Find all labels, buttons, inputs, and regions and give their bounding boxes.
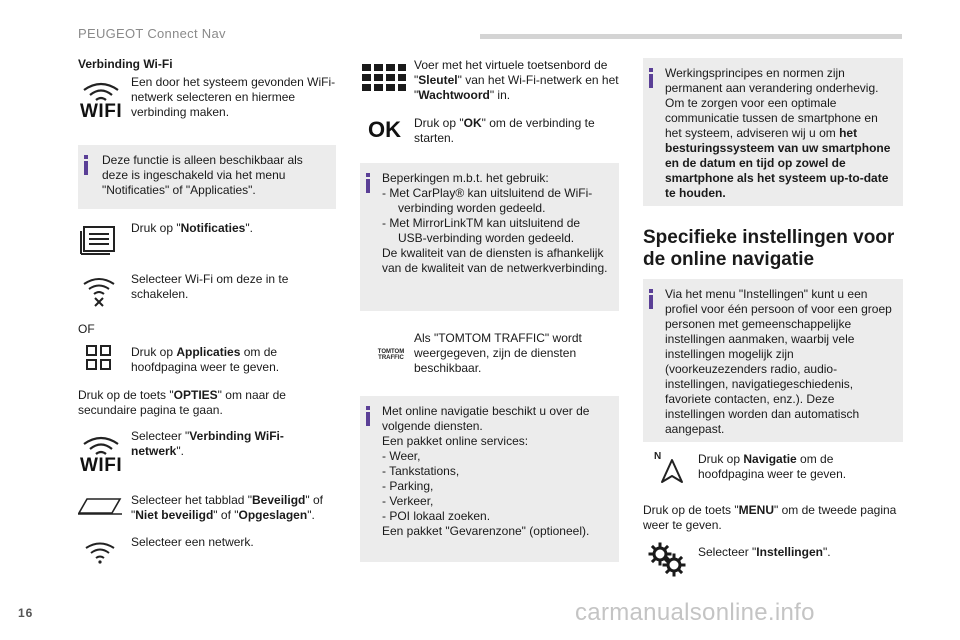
info-icon bbox=[84, 155, 88, 175]
restriction-item: - Met CarPlay® kan uitsluitend de WiFi-verbinding worden gedeeld. bbox=[382, 186, 593, 215]
services-intro: Met online navigatie beschikt u over de volgende diensten. bbox=[382, 404, 590, 433]
restrictions-title: Beperkingen m.b.t. het gebruik: bbox=[382, 171, 549, 185]
info-icon bbox=[366, 406, 370, 426]
notifications-icon bbox=[80, 225, 116, 255]
step-enter-key: Voer met het virtuele toetsenbord de "Sleutel" van het Wi-Fi-netwerk en het "Wachtwoord" in. bbox=[414, 58, 619, 102]
wifi-icon bbox=[80, 80, 122, 122]
step-enable-wifi: Selecteer Wi-Fi om deze in te schakelen. bbox=[131, 272, 289, 301]
wifi-network-label: WIFI bbox=[80, 455, 123, 476]
page-number: 16 bbox=[18, 606, 34, 620]
services-pack-optional: Een pakket "Gevarenzone" (optioneel). bbox=[382, 524, 590, 538]
service-item: - Verkeer, bbox=[382, 494, 434, 508]
wifi-select-icon bbox=[84, 540, 116, 564]
step-press-navigation: Druk op Navigatie om de hoofdpagina weer te geven. bbox=[698, 452, 847, 481]
step-select-wifi: Een door het systeem gevonden WiFi-netwerk selecteren en hiermee verbinding maken. bbox=[131, 75, 336, 119]
settings-icon bbox=[648, 541, 686, 577]
info-icon bbox=[649, 289, 653, 309]
advice-text-bold: het besturingssysteem van uw smartphone en de datum en tijd op zowel de smartphone als het systeem up-to-date te houden. bbox=[665, 126, 891, 200]
info-box-profiles bbox=[643, 279, 903, 442]
step-press-options: Druk op de toets "OPTIES" om naar de secundaire pagina te gaan. bbox=[78, 388, 286, 417]
service-item: - Weer, bbox=[382, 449, 421, 463]
wifi-off-icon bbox=[82, 275, 116, 307]
info-box-update-advice bbox=[643, 58, 903, 206]
wifi-network-icon bbox=[80, 434, 122, 476]
info-icon bbox=[649, 68, 653, 88]
step-select-tab: Selecteer het tabblad "Beveiligd" of "Niet beveiligd" of "Opgeslagen". bbox=[131, 493, 323, 522]
watermark: carmanualsonline.info bbox=[575, 599, 815, 626]
info-icon bbox=[366, 173, 370, 193]
or-label: OF bbox=[78, 322, 95, 336]
step-press-notifications: Druk op "Notificaties". bbox=[131, 221, 253, 235]
info-box-restrictions bbox=[360, 163, 619, 311]
applications-icon bbox=[86, 345, 112, 371]
restrictions-footer: De kwaliteit van de diensten is afhankelijk van de kwaliteit van de netwerkverbinding. bbox=[382, 246, 608, 275]
advice-text: Werkingsprincipes en normen zijn permanent aan verandering onderhevig. Om te zorgen voor een optimale communicatie tussen de smartphone en het systeem, adviseren wij u om bbox=[665, 66, 879, 140]
step-tomtom-traffic: Als "TOMTOM TRAFFIC" wordt weergegeven, zijn de diensten beschikbaar. bbox=[414, 331, 582, 375]
header-rule bbox=[480, 34, 902, 39]
step-press-menu: Druk op de toets "MENU" om de tweede pagina weer te geven. bbox=[643, 503, 897, 532]
info-box-availability bbox=[78, 145, 336, 209]
restriction-item: - Met MirrorLinkTM kan uitsluitend de USB-verbinding worden gedeeld. bbox=[382, 216, 581, 245]
services-pack: Een pakket online services: bbox=[382, 434, 529, 448]
section-heading-online-navigation: Specifieke instellingen voor de online navigatie bbox=[643, 227, 895, 270]
info-text: Deze functie is alleen beschikbaar als deze is ingeschakeld via het menu "Notificaties" of "Applicaties". bbox=[102, 153, 303, 197]
service-item: - POI lokaal zoeken. bbox=[382, 509, 491, 523]
tab-icon bbox=[78, 497, 122, 515]
wifi-label: WIFI bbox=[80, 101, 123, 122]
navigation-icon: N bbox=[654, 452, 684, 484]
service-item: - Tankstations, bbox=[382, 464, 460, 478]
page-header-title: PEUGEOT Connect Nav bbox=[78, 26, 226, 41]
info-box-online-services bbox=[360, 396, 619, 562]
section-title-wifi: Verbinding Wi-Fi bbox=[78, 57, 173, 71]
profiles-text: Via het menu "Instellingen" kunt u een profiel voor één persoon of voor een groep personen met gemeenschappelijke instellingen aanmaken, waarbij vele instellingen mogelijk zijn (voorkeuzezenders radio, audio-instellingen, navigatiegeschiedenis, favoriete contacten, enz.). Deze instellingen worden dan automatisch aangepast. bbox=[665, 287, 892, 436]
step-press-ok: Druk op "OK" om de verbinding te starten. bbox=[414, 116, 595, 145]
step-press-applications: Druk op Applicaties om de hoofdpagina weer te geven. bbox=[131, 345, 280, 374]
keyboard-icon bbox=[362, 64, 406, 94]
step-select-network: Selecteer een netwerk. bbox=[131, 535, 254, 549]
tomtom-traffic-logo: TOMTOM TRAFFIC bbox=[377, 349, 405, 361]
service-item: - Parking, bbox=[382, 479, 434, 493]
step-select-settings: Selecteer "Instellingen". bbox=[698, 545, 831, 559]
step-select-wifi-network: Selecteer "Verbinding WiFi-netwerk". bbox=[131, 429, 284, 458]
ok-icon: OK bbox=[368, 117, 401, 142]
